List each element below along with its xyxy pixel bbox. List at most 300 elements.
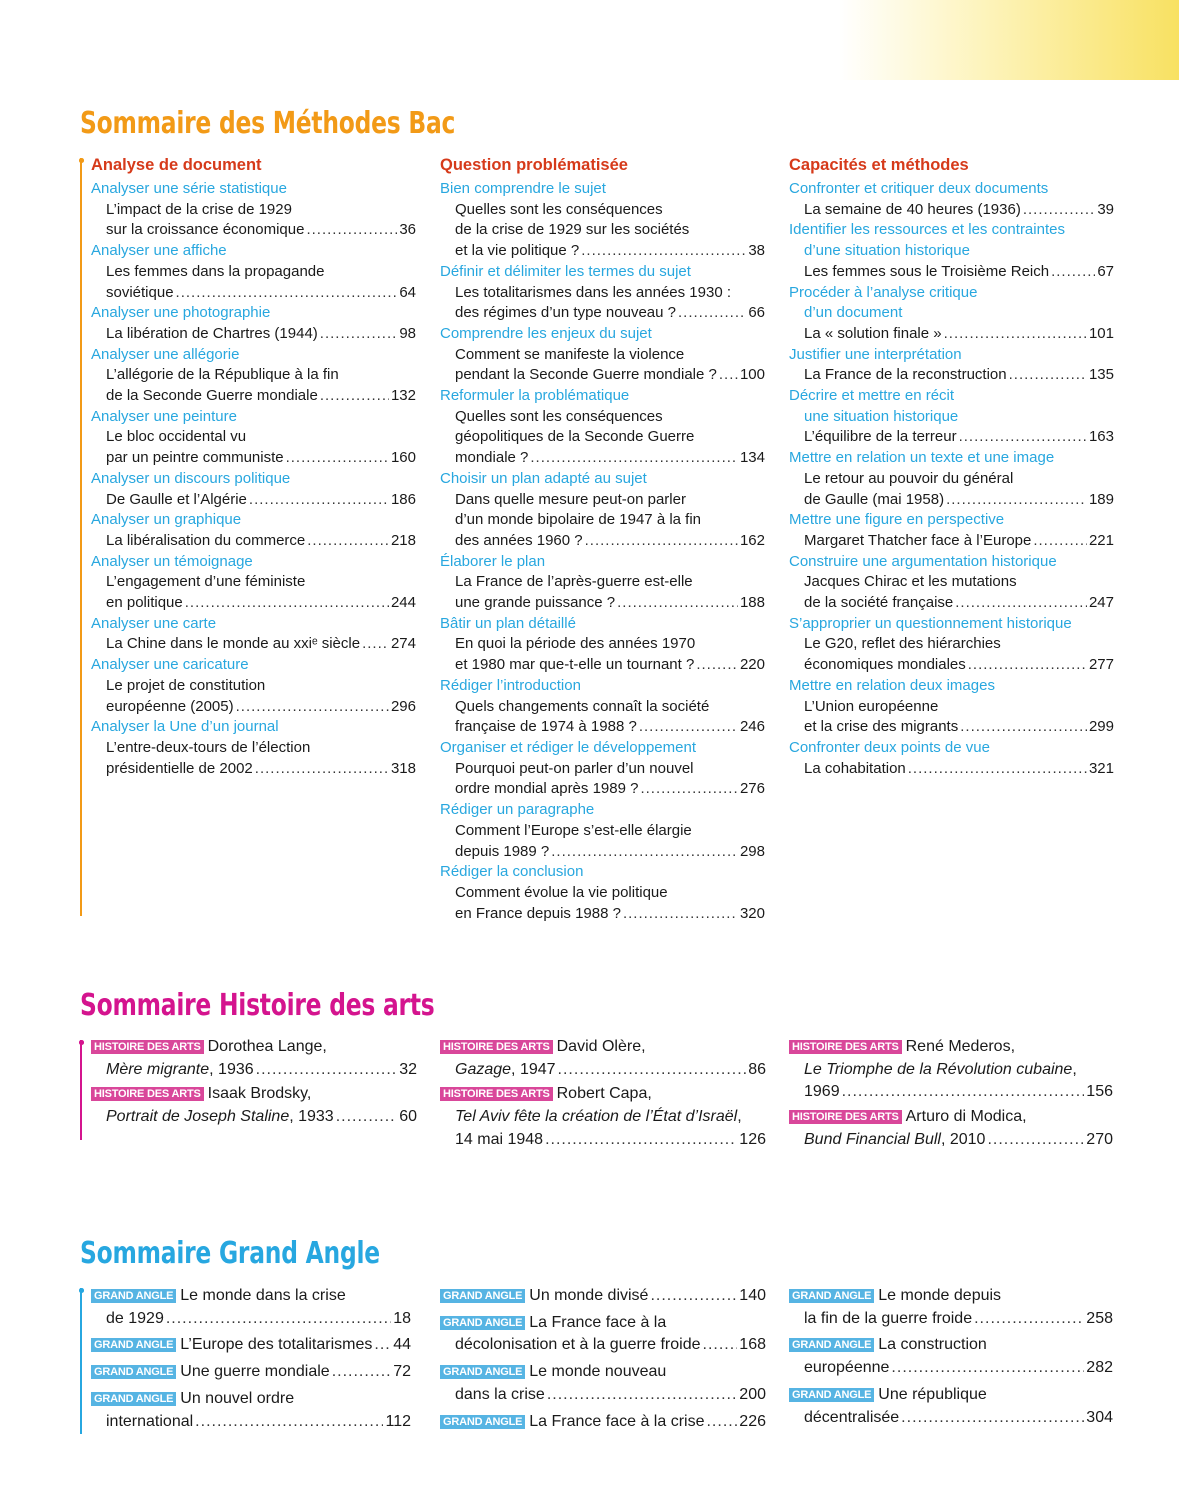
page-number: 66: [748, 304, 765, 322]
entry-text: sur la croissance économique: [106, 221, 305, 239]
method-entry: [440, 386, 765, 469]
method-title-link[interactable]: S’approprier un questionnement historique: [789, 614, 1072, 632]
grand-angle-entry: [440, 1312, 766, 1357]
arts-entry: [789, 1036, 1113, 1104]
grand-angle-badge: GRAND ANGLE: [91, 1392, 176, 1406]
method-title-link[interactable]: Analyser la Une d’un journal: [91, 718, 279, 736]
page-number: 258: [1086, 1309, 1113, 1327]
entry-text: européenne (2005): [106, 697, 234, 715]
entry-text: Gazage, 1947: [455, 1060, 556, 1078]
toc-entry-line: [789, 1407, 1113, 1430]
dotted-rule-bac: [80, 158, 82, 916]
grand-angle-entry: [440, 1411, 766, 1434]
toc-entry-line: [440, 655, 765, 676]
toc-entry-line: [91, 1334, 411, 1357]
method-title-link[interactable]: Confronter deux points de vue: [789, 738, 990, 756]
page-number: 101: [1088, 324, 1114, 342]
dot-leader: [320, 324, 398, 345]
grand-angle-entry: [91, 1361, 411, 1384]
grand-angle-title-line: GRAND ANGLE Un nouvel ordre: [91, 1388, 411, 1411]
histoire-des-arts-badge: HISTOIRE DES ARTS: [789, 1110, 902, 1124]
grand-angle-entry: [789, 1285, 1113, 1330]
page-number: 126: [739, 1130, 766, 1148]
entry-text: des régimes d’un type nouveau ?: [455, 304, 676, 322]
page-number: 226: [739, 1412, 766, 1430]
method-title-link[interactable]: Analyser une affiche: [91, 242, 227, 260]
toc-entry-line: [91, 634, 416, 655]
page-number: 189: [1088, 490, 1114, 508]
toc-entry-line: [789, 717, 1114, 738]
toc-entry-line: [789, 490, 1114, 511]
grand-angle-badge: GRAND ANGLE: [440, 1289, 525, 1303]
dot-leader: [650, 1285, 737, 1308]
arts-entry-author-line: [789, 1106, 1113, 1129]
method-title-link[interactable]: Définir et délimiter les termes du sujet: [440, 262, 691, 280]
method-title-link[interactable]: Justifier une interprétation: [789, 345, 962, 363]
arts-column-1: [91, 1036, 417, 1131]
page-number: 163: [1088, 428, 1114, 446]
arts-entry: [789, 1106, 1113, 1151]
dot-leader: [891, 1357, 1084, 1380]
dot-leader: [585, 531, 738, 552]
entry-text: et la crise des migrants: [804, 718, 959, 736]
dot-leader: [176, 283, 398, 304]
page-number: 18: [393, 1309, 411, 1327]
page-number: 299: [1088, 718, 1114, 736]
grand-angle-column-1: [91, 1285, 411, 1437]
dot-leader: [955, 593, 1087, 614]
method-title-link[interactable]: Mettre une figure en perspective: [789, 511, 1005, 529]
corner-gradient-decoration: [839, 0, 1179, 80]
entry-subject-line: La France de l’après-guerre est-elle: [455, 573, 693, 591]
method-title-link[interactable]: Analyser une photographie: [91, 304, 271, 322]
method-title-link[interactable]: Choisir un plan adapté au sujet: [440, 469, 647, 487]
grand-angle-badge: GRAND ANGLE: [440, 1365, 525, 1379]
toc-entry-line: [789, 1129, 1113, 1152]
page-number: 304: [1086, 1408, 1113, 1426]
method-entry: [91, 510, 416, 551]
page-number: 247: [1088, 594, 1114, 612]
method-title-link[interactable]: Reformuler la problématique: [440, 387, 630, 405]
method-title-link[interactable]: Rédiger l’introduction: [440, 676, 581, 694]
page-number: 112: [385, 1412, 411, 1430]
toc-entry-line: [440, 842, 765, 863]
page-number: 296: [390, 697, 416, 715]
grand-angle-badge: GRAND ANGLE: [789, 1338, 874, 1352]
entry-text: GRAND ANGLE La France face à la crise: [440, 1411, 704, 1434]
entry-subject-line: L’Union européenne: [804, 697, 939, 715]
dot-leader: [195, 1411, 383, 1434]
method-entry: [440, 469, 765, 552]
page-number: 168: [739, 1336, 766, 1354]
entry-text: pendant la Seconde Guerre mondiale ?: [455, 366, 717, 384]
entry-subject-line: géopolitiques de la Seconde Guerre: [455, 428, 695, 446]
entry-text: soviétique: [106, 283, 174, 301]
toc-entry-line: [789, 324, 1114, 345]
toc-entry-line: [440, 1129, 766, 1152]
toc-entry-line: [440, 1411, 766, 1434]
method-entry: [91, 241, 416, 303]
entry-text: de Gaulle (mai 1958): [804, 490, 945, 508]
page-number: 218: [390, 531, 416, 549]
entry-text: mondiale ?: [455, 449, 529, 467]
artist-name: René Mederos,: [905, 1038, 1016, 1055]
toc-entry-line: [789, 1308, 1113, 1331]
entry-text: Margaret Thatcher face à l’Europe: [804, 531, 1032, 549]
entry-text: de 1929: [106, 1309, 164, 1327]
page-number: 186: [390, 490, 416, 508]
toc-entry-line: [440, 241, 765, 262]
arts-entry-author-line: [440, 1083, 766, 1106]
method-title-link[interactable]: Analyser une peinture: [91, 407, 237, 425]
method-title-link[interactable]: Analyser un discours politique: [91, 469, 291, 487]
toc-entry-line: [440, 717, 765, 738]
method-title-link[interactable]: Rédiger la conclusion: [440, 863, 584, 881]
grand-angle-entry: [440, 1285, 766, 1308]
toc-entry-line: [91, 1361, 411, 1384]
entry-text: L’équilibre de la terreur: [804, 428, 957, 446]
dot-leader: [946, 490, 1087, 511]
dot-leader: [974, 1308, 1084, 1331]
method-title-link[interactable]: Procéder à l’analyse critique: [789, 283, 978, 301]
grand-angle-badge: GRAND ANGLE: [91, 1289, 176, 1303]
grand-angle-column-3: [789, 1285, 1113, 1433]
entry-text: Mère migrante, 1936: [106, 1060, 254, 1078]
method-entry: [440, 676, 765, 738]
entry-subject-line: Le bloc occidental vu: [106, 428, 247, 446]
entry-text: La semaine de 40 heures (1936): [804, 200, 1021, 218]
entry-text: GRAND ANGLE Une guerre mondiale: [91, 1361, 330, 1384]
entry-subject-line: L’entre-deux-tours de l’élection: [106, 738, 311, 756]
bac-column-analyse-document: [91, 155, 416, 779]
method-title-link[interactable]: Décrire et mettre en récit: [789, 387, 955, 405]
page-number: 100: [739, 366, 765, 384]
entry-text: La « solution finale »: [804, 324, 942, 342]
toc-entry-line: [91, 448, 416, 469]
grand-angle-entry: [440, 1361, 766, 1406]
arts-entry: [91, 1083, 417, 1128]
page-number: 64: [399, 283, 416, 301]
entry-text: La libération de Chartres (1944): [106, 324, 318, 342]
toc-entry-line: [440, 531, 765, 552]
dot-leader: [1033, 531, 1087, 552]
entry-text: européenne: [804, 1359, 890, 1377]
toc-entry-line: [440, 1285, 766, 1308]
dot-leader: [547, 1384, 737, 1407]
page-number: 132: [390, 387, 416, 405]
dotted-rule-grand-angle: [80, 1288, 82, 1434]
entry-text: une grande puissance ?: [455, 594, 616, 612]
toc-entry-line: [789, 427, 1114, 448]
arts-entry-author-line: [789, 1036, 1113, 1059]
page-number: 320: [739, 904, 765, 922]
method-entry: [440, 614, 765, 676]
toc-entry-line: [789, 593, 1114, 614]
artwork-title: Tel Aviv fête la création de l’État d’Israël: [455, 1108, 738, 1126]
arts-column-2: [440, 1036, 766, 1154]
column-heading: Question problématisée: [440, 156, 628, 174]
page-number: 38: [748, 242, 765, 260]
dot-leader: [530, 448, 738, 469]
dot-leader: [987, 1129, 1084, 1152]
grand-angle-title-line: GRAND ANGLE La construction: [789, 1334, 1113, 1357]
dot-leader: [581, 241, 746, 262]
method-title-link[interactable]: Construire une argumentation historique: [789, 552, 1057, 570]
entry-text: ordre mondial après 1989 ?: [455, 780, 639, 798]
dot-leader: [706, 1411, 737, 1434]
method-title-link[interactable]: Comprendre les enjeux du sujet: [440, 324, 652, 342]
entry-subject-line: Quels changements connaît la société: [455, 697, 710, 715]
entry-subject-line: Les femmes dans la propagande: [106, 262, 325, 280]
dot-leader: [696, 655, 738, 676]
histoire-des-arts-badge: HISTOIRE DES ARTS: [91, 1040, 204, 1054]
dot-leader: [968, 655, 1087, 676]
entry-subject-line: L’engagement d’une féministe: [106, 573, 306, 591]
entry-text: De Gaulle et l’Algérie: [106, 490, 247, 508]
method-entry: [91, 345, 416, 407]
page-number: 39: [1097, 200, 1114, 218]
entry-text: La cohabitation: [804, 759, 906, 777]
entry-text: par un peintre communiste: [106, 449, 284, 467]
entry-subject-line: L’allégorie de la République à la fin: [106, 366, 339, 384]
toc-entry-line: [440, 448, 765, 469]
page-number: 321: [1088, 759, 1114, 777]
method-entry: [789, 676, 1114, 738]
method-title-link[interactable]: Rédiger un paragraphe: [440, 801, 595, 819]
entry-text: depuis 1989 ?: [455, 842, 550, 860]
entry-subject-line: Le G20, reflet des hiérarchies: [804, 635, 1001, 653]
grand-angle-title-line: GRAND ANGLE La France face à la: [440, 1312, 766, 1335]
toc-entry-line: [440, 303, 765, 324]
dot-leader: [306, 220, 397, 241]
arts-entry-author-line: [91, 1083, 417, 1106]
entry-text: et 1980 mar que-t-elle un tournant ?: [455, 656, 695, 674]
toc-entry-line: [91, 1106, 417, 1129]
method-title-link-continued[interactable]: d’un document: [804, 304, 903, 322]
page-number: 276: [739, 780, 765, 798]
entry-text: 1969: [804, 1083, 840, 1101]
entry-subject-line: En quoi la période des années 1970: [455, 635, 696, 653]
bac-column-capacites-methodes: [789, 155, 1114, 779]
method-entry: [91, 717, 416, 779]
method-entry: [440, 800, 765, 862]
page-number: 318: [390, 759, 416, 777]
toc-entry-line: [91, 1411, 411, 1434]
method-entry: [789, 738, 1114, 779]
method-entry: [789, 614, 1114, 676]
artist-name: Robert Capa,: [556, 1085, 652, 1103]
arts-entry-work-line: Tel Aviv fête la création de l’État d’Israël,: [455, 1108, 742, 1126]
dot-leader: [336, 1106, 398, 1129]
toc-entry-line: [440, 1334, 766, 1357]
toc-entry-line: [91, 324, 416, 345]
bac-column-question-problematisee: [440, 155, 765, 924]
entry-subject-line: Jacques Chirac et les mutations: [804, 573, 1017, 591]
page-number: 246: [739, 718, 765, 736]
method-title-link[interactable]: Bien comprendre le sujet: [440, 180, 606, 197]
toc-entry-line: [440, 779, 765, 800]
dot-leader: [719, 365, 738, 386]
page-number: 277: [1088, 656, 1114, 674]
entry-text: économiques mondiales: [804, 656, 966, 674]
method-title-link[interactable]: Bâtir un plan détaillé: [440, 614, 576, 632]
method-entry: [91, 303, 416, 344]
toc-entry-line: [91, 220, 416, 241]
grand-angle-badge: GRAND ANGLE: [440, 1316, 525, 1330]
artwork-title: Gazage: [455, 1060, 512, 1078]
method-entry: [91, 614, 416, 655]
dot-leader: [307, 531, 389, 552]
artwork-title: Bund Financial Bull: [804, 1130, 941, 1148]
toc-entry-line: [789, 531, 1114, 552]
method-entry: [91, 407, 416, 469]
arts-entry: [91, 1036, 417, 1081]
method-title-link[interactable]: Analyser une caricature: [91, 656, 249, 674]
page-number: 274: [390, 635, 416, 653]
toc-entry-line: [91, 1308, 411, 1331]
page-number: 134: [739, 449, 765, 467]
toc-entry-line: [789, 1081, 1113, 1104]
entry-text: Bund Financial Bull, 2010: [804, 1130, 986, 1148]
page-number: 67: [1097, 262, 1114, 280]
entry-subject-line: Le projet de constitution: [106, 676, 266, 694]
entry-text: 14 mai 1948: [455, 1130, 544, 1148]
toc-entry-line: [91, 490, 416, 511]
toc-entry-line: [91, 1059, 417, 1082]
method-entry: [91, 469, 416, 510]
grand-angle-entry: [91, 1334, 411, 1357]
arts-entry-author-line: [440, 1036, 766, 1059]
grand-angle-badge: GRAND ANGLE: [91, 1365, 176, 1379]
toc-entry-line: [789, 759, 1114, 780]
arts-column-3: [789, 1036, 1113, 1154]
page-number: 220: [739, 656, 765, 674]
column-heading: Analyse de document: [91, 156, 262, 174]
toc-entry-line: [789, 1357, 1113, 1380]
toc-entry-line: [440, 593, 765, 614]
method-entry: [789, 510, 1114, 551]
entry-subject-line: Comment l’Europe s’est-elle élargie: [455, 821, 692, 839]
toc-entry-line: [789, 365, 1114, 386]
grand-angle-entry: [91, 1285, 411, 1330]
toc-entry-line: [789, 655, 1114, 676]
entry-text: Les femmes sous le Troisième Reich: [804, 262, 1050, 280]
method-title-link[interactable]: Analyser une allégorie: [91, 345, 240, 363]
dot-leader: [623, 904, 738, 925]
section-title-methodes-bac: Sommaire des Méthodes Bac: [80, 106, 456, 141]
page-number: 86: [748, 1060, 766, 1078]
arts-entry: [440, 1083, 766, 1151]
page-number: 244: [390, 594, 416, 612]
method-entry: [789, 283, 1114, 345]
dotted-rule-arts: [80, 1040, 82, 1140]
dot-leader: [959, 427, 1087, 448]
method-title-link[interactable]: Organiser et rédiger le développement: [440, 738, 696, 756]
dot-leader: [545, 1129, 737, 1152]
toc-entry-line: [440, 1384, 766, 1407]
artist-name: Dorothea Lange,: [207, 1038, 327, 1055]
entry-text: La France de la reconstruction: [804, 366, 1007, 384]
method-entry: [789, 345, 1114, 386]
entry-subject-line: Comment se manifeste la violence: [455, 345, 685, 363]
toc-entry-line: [440, 1059, 766, 1082]
entry-text: française de 1974 à 1988 ?: [455, 718, 637, 736]
method-entry: [789, 179, 1114, 220]
entry-text: présidentielle de 2002: [106, 759, 253, 777]
section-title-histoire-arts: Sommaire Histoire des arts: [80, 988, 435, 1023]
method-title-link[interactable]: Élaborer le plan: [440, 552, 546, 570]
page-number: 282: [1086, 1359, 1113, 1377]
dot-leader: [639, 717, 738, 738]
arts-entry: [440, 1036, 766, 1081]
artist-name: Isaak Brodsky,: [207, 1085, 312, 1103]
dot-leader: [944, 324, 1087, 345]
entry-text: GRAND ANGLE Un monde divisé: [440, 1285, 648, 1308]
method-title-link[interactable]: Analyser une série statistique: [91, 180, 287, 197]
entry-subject-line: Quelles sont les conséquences: [455, 200, 663, 218]
histoire-des-arts-badge: HISTOIRE DES ARTS: [440, 1087, 553, 1101]
dot-leader: [678, 303, 746, 324]
method-title-link-continued[interactable]: d’une situation historique: [804, 242, 970, 260]
dot-leader: [640, 779, 738, 800]
dot-leader: [249, 490, 389, 511]
histoire-des-arts-badge: HISTOIRE DES ARTS: [91, 1087, 204, 1101]
dot-leader: [703, 1334, 738, 1357]
page-number: 156: [1086, 1083, 1113, 1101]
toc-entry-line: [789, 262, 1114, 283]
dot-leader: [256, 1059, 398, 1082]
entry-text: en politique: [106, 594, 183, 612]
toc-entry-line: [91, 697, 416, 718]
toc-entry-line: [91, 283, 416, 304]
entry-subject-line: Pourquoi peut-on parler d’un nouvel: [455, 759, 694, 777]
entry-text: la fin de la guerre froide: [804, 1309, 973, 1327]
method-entry: [440, 324, 765, 386]
dot-leader: [320, 386, 389, 407]
dot-leader: [842, 1081, 1085, 1104]
method-title-link[interactable]: Mettre en relation un texte et une image: [789, 449, 1055, 467]
grand-angle-badge: GRAND ANGLE: [789, 1289, 874, 1303]
dot-leader: [286, 448, 389, 469]
method-title-link-continued[interactable]: une situation historique: [804, 407, 959, 425]
dot-leader: [960, 717, 1087, 738]
page-number: 32: [399, 1060, 417, 1078]
dot-leader: [551, 842, 738, 863]
grand-angle-entry: [91, 1388, 411, 1433]
method-title-link[interactable]: Analyser un témoignage: [91, 552, 253, 570]
method-title-link[interactable]: Mettre en relation deux images: [789, 676, 995, 694]
toc-entry-line: [91, 531, 416, 552]
entry-subject-line: de la crise de 1929 sur les sociétés: [455, 221, 690, 239]
method-title-link[interactable]: Analyser une carte: [91, 614, 217, 632]
entry-subject-line: L’impact de la crise de 1929: [106, 200, 292, 218]
page-number: 188: [739, 594, 765, 612]
entry-text: La Chine dans le monde au xxiᵉ siècle: [106, 635, 361, 653]
entry-text: en France depuis 1988 ?: [455, 904, 621, 922]
entry-subject-line: Quelles sont les conséquences: [455, 407, 663, 425]
toc-entry-line: [91, 759, 416, 780]
grand-angle-title-line: GRAND ANGLE Une république: [789, 1384, 1113, 1407]
method-title-link[interactable]: Confronter et critiquer deux documents: [789, 180, 1049, 197]
grand-angle-badge: GRAND ANGLE: [440, 1415, 525, 1429]
entry-subject-line: Les totalitarismes dans les années 1930 :: [455, 283, 731, 301]
entry-subject-line: d’un monde bipolaire de 1947 à la fin: [455, 511, 702, 529]
method-title-link[interactable]: Identifier les ressources et les contraintes: [789, 221, 1065, 239]
grand-angle-title-line: GRAND ANGLE Le monde dans la crise: [91, 1285, 411, 1308]
artwork-title: Mère migrante: [106, 1060, 210, 1078]
arts-entry-work-line: Le Triomphe de la Révolution cubaine,: [804, 1060, 1077, 1078]
method-title-link[interactable]: Analyser un graphique: [91, 511, 242, 529]
